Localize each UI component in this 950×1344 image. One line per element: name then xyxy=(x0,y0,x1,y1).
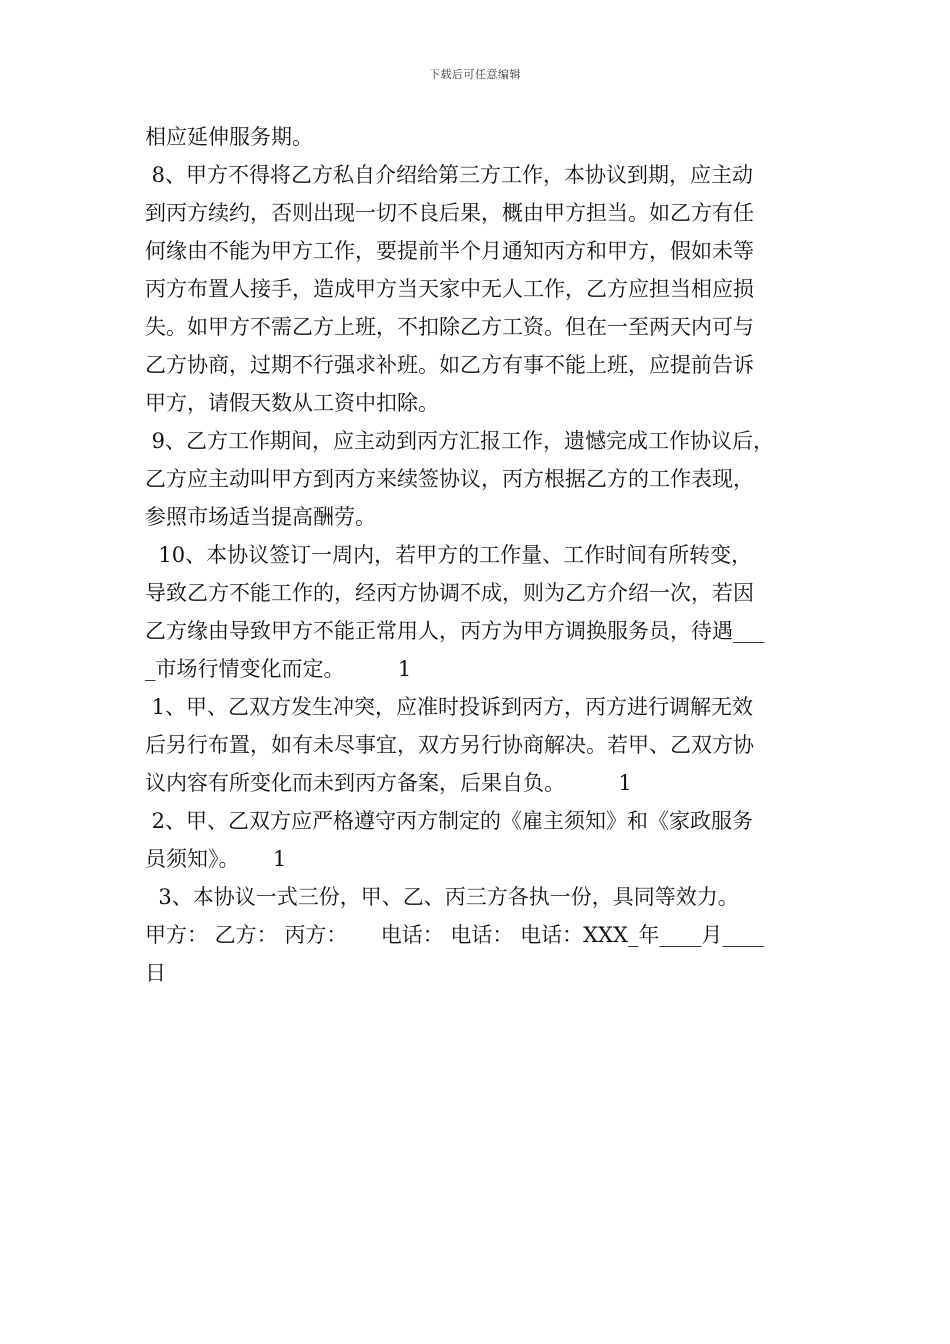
text-line: 3、本协议一式三份，甲、乙、丙三方各执一份，具同等效力。 xyxy=(145,885,739,909)
text-line: 9、乙方工作期间，应主动到丙方汇报工作，遗憾完成工作协议后， xyxy=(145,429,775,453)
text-line: 失。如甲方不需乙方上班，不扣除乙方工资。但在一至两天内可与 xyxy=(145,315,754,339)
text-line: 2、甲、乙双方应严格遵守丙方制定的《雇主须知》和《家政服务 xyxy=(145,809,754,833)
text-line: 相应延伸服务期。 xyxy=(145,125,313,149)
text-line: 甲方，请假天数从工资中扣除。 xyxy=(145,391,439,415)
signature-line: 甲方： 乙方： 丙方： 电话： 电话： 电话：XXX_年____月____ xyxy=(145,923,765,947)
text-line: 丙方布置人接手，造成甲方当天家中无人工作，乙方应担当相应损 xyxy=(145,277,754,301)
text-line: 乙方协商，过期不行强求补班。如乙方有事不能上班，应提前告诉 xyxy=(145,353,754,377)
text-line: 乙方缘由导致甲方不能正常用人，丙方为甲方调换服务员，待遇___ xyxy=(145,619,765,643)
text-line: 何缘由不能为甲方工作，要提前半个月通知丙方和甲方，假如未等 xyxy=(145,239,754,263)
page-header-note: 下载后可任意编辑 xyxy=(429,68,521,81)
document-body xyxy=(145,118,810,992)
text-line: 1、甲、乙双方发生冲突，应准时投诉到丙方，丙方进行调解无效 xyxy=(145,695,754,719)
text-line: 参照市场适当提高酬劳。 xyxy=(145,505,376,529)
text-line: 导致乙方不能工作的，经丙方协调不成，则为乙方介绍一次，若因 xyxy=(145,581,754,605)
text-line: 到丙方续约，否则出现一切不良后果，概由甲方担当。如乙方有任 xyxy=(145,201,754,225)
text-line: 后另行布置，如有未尽事宜，双方另行协商解决。若甲、乙双方协 xyxy=(145,733,754,757)
text-line: 8、甲方不得将乙方私自介绍给第三方工作，本协议到期，应主动 xyxy=(145,163,754,187)
text-line: 议内容有所变化而未到丙方备案，后果自负。 1 xyxy=(145,771,632,795)
text-line: 乙方应主动叫甲方到丙方来续签协议，丙方根据乙方的工作表现， xyxy=(145,467,754,491)
text-line: 10、本协议签订一周内，若甲方的工作量、工作时间有所转变， xyxy=(145,543,753,567)
text-line: _市场行情变化而定。 1 xyxy=(145,657,412,681)
text-line: 员须知》。 1 xyxy=(145,847,287,871)
text-line: 日 xyxy=(145,961,166,985)
